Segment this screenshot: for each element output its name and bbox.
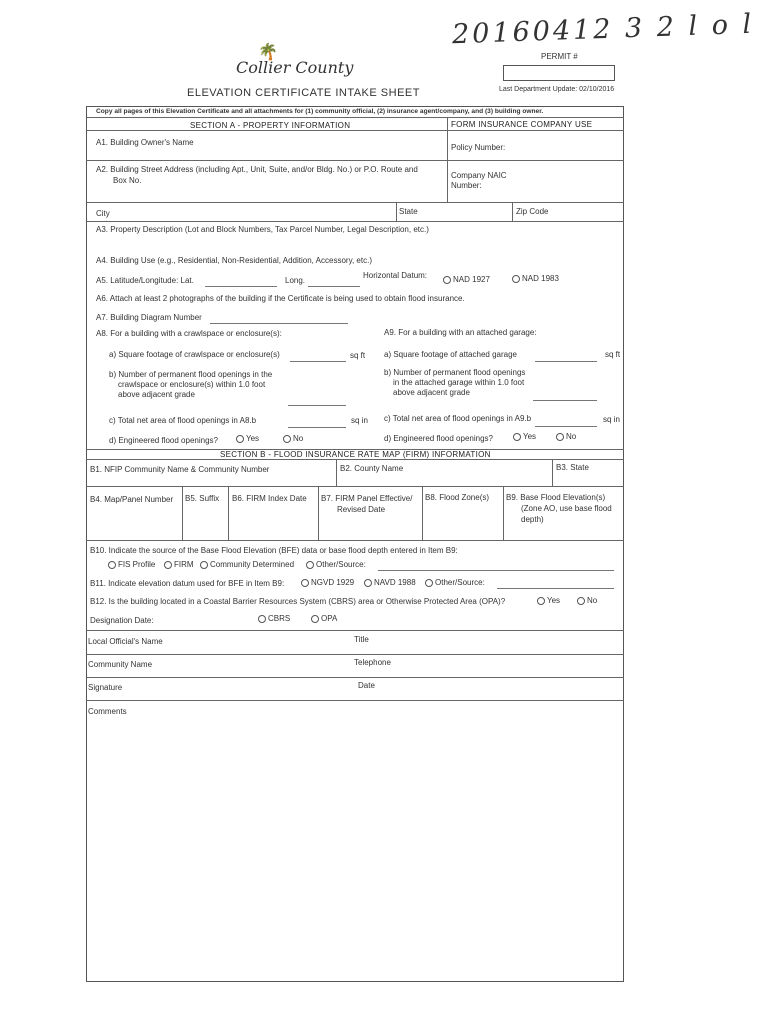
longitude-label: Long.: [285, 276, 306, 285]
rule: [396, 202, 397, 221]
opa-option[interactable]: [311, 614, 337, 623]
rule: [503, 486, 504, 540]
rule: [86, 540, 624, 541]
a9b-label-2: in the attached garage within 1.0 foot: [393, 378, 525, 387]
b12-yes-option[interactable]: [537, 596, 560, 605]
rule: [422, 486, 423, 540]
rule: [86, 654, 624, 655]
rule: [552, 459, 553, 486]
no-label: No: [293, 434, 304, 443]
cbrs-label: CBRS: [268, 614, 291, 623]
firm-option[interactable]: [164, 560, 194, 569]
radio-icon: [537, 597, 545, 605]
yes-label: Yes: [547, 596, 561, 605]
a1-label: A1. Building Owner's Name: [96, 138, 194, 147]
other-source-option[interactable]: [306, 560, 366, 569]
rule: [86, 459, 624, 460]
a8d-yes-option[interactable]: [236, 434, 259, 443]
a8a-unit: sq ft: [350, 351, 366, 360]
a8c-field[interactable]: [288, 427, 346, 428]
radio-icon: [306, 561, 314, 569]
a9b-field[interactable]: [533, 400, 597, 401]
a8a-field[interactable]: [290, 361, 346, 362]
radio-icon: [283, 435, 291, 443]
a9b-label: b) Number of permanent flood openings: [384, 368, 526, 377]
a9d-label: d) Engineered flood openings?: [384, 434, 493, 443]
a9-label: A9. For a building with an attached garage:: [384, 328, 537, 337]
radio-icon: [556, 433, 564, 441]
horizontal-datum-label: Horizontal Datum:: [363, 271, 428, 280]
a8c-label: c) Total net area of flood openings in A8.b: [109, 416, 257, 425]
diagram-number-field[interactable]: [210, 323, 348, 324]
insurance-section-title: FORM INSURANCE COMPANY USE: [451, 120, 593, 129]
a2-label: A2. Building Street Address (including Apt., Unit, Suite, and/or Bldg. No.) or P.O. Route and: [96, 165, 418, 174]
b7-label-2: Revised Date: [337, 505, 386, 514]
a5-label: A5. Latitude/Longitude: Lat.: [96, 276, 194, 285]
a7-label: A7. Building Diagram Number: [96, 313, 202, 322]
rule: [86, 160, 624, 161]
date-label: Date: [358, 681, 375, 690]
navd-label: NAVD 1988: [374, 578, 416, 587]
permit-label: PERMIT #: [541, 52, 578, 61]
radio-icon: [512, 275, 520, 283]
a8b-label: b) Number of permanent flood openings in the: [109, 370, 273, 379]
no-label: No: [587, 596, 598, 605]
nad1927-option[interactable]: [443, 275, 490, 284]
a9a-label: a) Square footage of attached garage: [384, 350, 517, 359]
b4-label: B4. Map/Panel Number: [90, 495, 174, 504]
rule: [447, 117, 448, 202]
other-source-label: Other/Source:: [435, 578, 485, 587]
a8d-no-option[interactable]: [283, 434, 303, 443]
rule: [336, 459, 337, 486]
b11-label: B11. Indicate elevation datum used for BFE in Item B9:: [90, 579, 285, 588]
fis-option[interactable]: [108, 560, 155, 569]
a8-label: A8. For a building with a crawlspace or enclosure(s):: [96, 329, 282, 338]
radio-icon: [425, 579, 433, 587]
b2-label: B2. County Name: [340, 464, 404, 473]
community-determined-option[interactable]: [200, 560, 294, 569]
naic-label-2: Number:: [451, 181, 482, 190]
section-b-title: SECTION B - FLOOD INSURANCE RATE MAP (FIRM) INFORMATION: [220, 450, 491, 459]
b10-label: B10. Indicate the source of the Base Flood Elevation (BFE) data or base flood depth entered in Item B9:: [90, 546, 458, 555]
b8-label: B8. Flood Zone(s): [425, 493, 490, 502]
b9-label: B9. Base Flood Elevation(s): [506, 493, 606, 502]
radio-icon: [577, 597, 585, 605]
a8b-label-2: crawlspace or enclosure(s) within 1.0 foot: [118, 380, 266, 389]
radio-icon: [236, 435, 244, 443]
a2-label-2: Box No.: [113, 176, 142, 185]
a9a-unit: sq ft: [605, 350, 621, 359]
firm-label: FIRM: [174, 560, 194, 569]
a9b-label-3: above adjacent grade: [393, 388, 470, 397]
radio-icon: [164, 561, 172, 569]
rule: [86, 117, 624, 118]
b11-other-field[interactable]: [497, 588, 614, 589]
ngvd-label: NGVD 1929: [311, 578, 355, 587]
rule: [512, 202, 513, 221]
rule: [228, 486, 229, 540]
a8b-field[interactable]: [288, 405, 346, 406]
longitude-field[interactable]: [308, 286, 360, 287]
rule: [182, 486, 183, 540]
no-label: No: [566, 432, 577, 441]
rule: [86, 486, 624, 487]
b7-label: B7. FIRM Panel Effective/: [321, 494, 413, 503]
a9d-no-option[interactable]: [556, 432, 576, 441]
yes-label: Yes: [246, 434, 260, 443]
b5-label: B5. Suffix: [185, 494, 220, 503]
fis-label: FIS Profile: [118, 560, 156, 569]
radio-icon: [258, 615, 266, 623]
a9c-unit: sq in: [603, 415, 620, 424]
city-label: City: [96, 209, 110, 218]
radio-icon: [108, 561, 116, 569]
b12-no-option[interactable]: [577, 596, 597, 605]
latitude-field[interactable]: [205, 286, 277, 287]
a8c-unit: sq in: [351, 416, 368, 425]
b9-label-3: depth): [521, 515, 544, 524]
b9-label-2: (Zone AO, use base flood: [521, 504, 612, 513]
a9c-field[interactable]: [535, 426, 597, 427]
opa-label: OPA: [321, 614, 338, 623]
nad1983-option[interactable]: [512, 274, 559, 283]
rule: [86, 130, 624, 131]
nad1983-label: NAD 1983: [522, 274, 559, 283]
a9c-label: c) Total net area of flood openings in A9.b: [384, 414, 532, 423]
rule: [318, 486, 319, 540]
radio-icon: [200, 561, 208, 569]
other-source-label: Other/Source:: [316, 560, 366, 569]
community-determined-label: Community Determined: [210, 560, 295, 569]
nad1927-label: NAD 1927: [453, 275, 490, 284]
rule: [86, 202, 624, 203]
a4-label: A4. Building Use (e.g., Residential, Non-Residential, Addition, Accessory, etc.): [96, 256, 372, 265]
a8a-label: a) Square footage of crawlspace or enclosure(s): [109, 350, 280, 359]
b11-other-option[interactable]: [425, 578, 485, 587]
state-label: State: [399, 207, 418, 216]
ngvd-option[interactable]: [301, 578, 354, 587]
radio-icon: [443, 276, 451, 284]
b10-other-field[interactable]: [378, 570, 614, 571]
a3-label: A3. Property Description (Lot and Block Numbers, Tax Parcel Number, Legal Description, etc.): [96, 225, 429, 234]
a8d-label: d) Engineered flood openings?: [109, 436, 218, 445]
zip-label: Zip Code: [516, 207, 549, 216]
b3-label: B3. State: [556, 463, 589, 472]
permit-number-field[interactable]: [503, 65, 615, 81]
radio-icon: [311, 615, 319, 623]
section-a-title: SECTION A - PROPERTY INFORMATION: [190, 121, 351, 130]
a9d-yes-option[interactable]: [513, 432, 536, 441]
b6-label: B6. FIRM Index Date: [232, 494, 307, 503]
community-name-label: Community Name: [88, 660, 153, 669]
copy-instructions: Copy all pages of this Elevation Certificate and all attachments for (1) community official, (2) insurance agent/company, and (3) building owner.: [96, 108, 544, 115]
signature-label: Signature: [88, 683, 123, 692]
naic-label: Company NAIC: [451, 171, 507, 180]
b12-label: B12. Is the building located in a Coastal Barrier Resources System (CBRS) area or Otherwise Protected Area (OPA)?: [90, 597, 506, 606]
rule: [86, 630, 624, 631]
cbrs-option[interactable]: [258, 614, 290, 623]
a9a-field[interactable]: [535, 361, 597, 362]
a8b-label-3: above adjacent grade: [118, 390, 195, 399]
radio-icon: [364, 579, 372, 587]
palm-logo-icon: 🌴: [258, 44, 278, 61]
rule: [86, 677, 624, 678]
official-name-label: Local Official's Name: [88, 637, 163, 646]
last-update: Last Department Update: 02/10/2016: [499, 86, 615, 93]
designation-date-label: Designation Date:: [90, 616, 154, 625]
title-label: Title: [354, 635, 369, 644]
navd-option[interactable]: [364, 578, 416, 587]
comments-label: Comments: [88, 707, 127, 716]
radio-icon: [301, 579, 309, 587]
yes-label: Yes: [523, 432, 537, 441]
handwritten-permit-number: 20160412 3 2 l o l: [451, 8, 755, 51]
a6-label: A6. Attach at least 2 photographs of the building if the Certificate is being used to obtain flood insurance.: [96, 294, 465, 303]
comments-field[interactable]: [90, 720, 620, 978]
b1-label: B1. NFIP Community Name & Community Number: [90, 465, 270, 474]
policy-number-label: Policy Number:: [451, 143, 506, 152]
telephone-label: Telephone: [354, 658, 391, 667]
form-title: ELEVATION CERTIFICATE INTAKE SHEET: [187, 87, 420, 99]
county-logo: Collier County: [236, 58, 354, 77]
rule: [86, 221, 624, 222]
radio-icon: [513, 433, 521, 441]
rule: [86, 700, 624, 701]
